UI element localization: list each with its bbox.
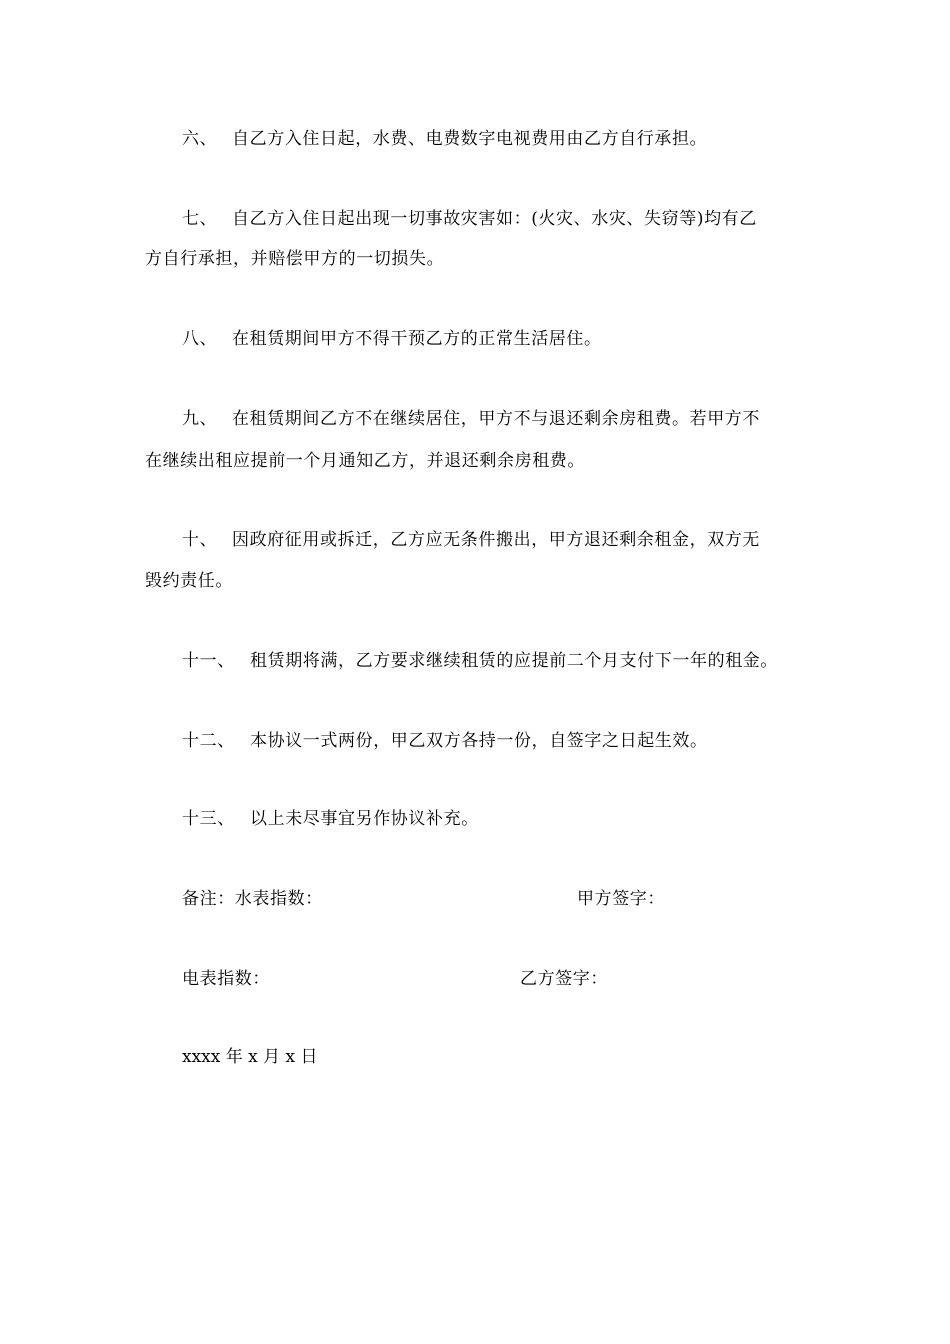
clause-text: 在租赁期间甲方不得干预乙方的正常生活居住。 [232, 329, 602, 349]
clause-text: 方自行承担，并赔偿甲方的一切损失。 [145, 249, 445, 269]
clause-7 [182, 208, 757, 230]
clause-number: 九、 [182, 409, 218, 429]
remark-water-meter: 备注：水表指数： [182, 889, 323, 909]
clause-7-continuation [145, 248, 444, 270]
clause-text: 因政府征用或拆迁，乙方应无条件搬出，甲方退还剩余租金，双方无 [232, 530, 760, 550]
clause-text: 在继续出租应提前一个月通知乙方，并退还剩余房租费。 [145, 451, 585, 471]
clause-text: 自乙方入住日起，水费、电费数字电视费用由乙方自行承担。 [232, 129, 708, 149]
clause-number: 七、 [182, 209, 218, 229]
clause-text: 在租赁期间乙方不在继续居住，甲方不与退还剩余房租费。若甲方不 [232, 409, 760, 429]
party-a-signature: 甲方签字： [577, 889, 665, 909]
clause-text: 租赁期将满，乙方要求继续租赁的应提前二个月支付下一年的租金。 [250, 651, 778, 671]
clause-10-continuation [145, 570, 233, 592]
clause-number: 十二、 [182, 731, 235, 751]
signing-date: xxxx 年 x 月 x 日 [182, 1047, 318, 1067]
clause-text: 毁约责任。 [145, 571, 233, 591]
clause-number: 十一、 [182, 651, 235, 671]
clause-10 [182, 529, 760, 551]
electric-meter-reading: 电表指数： [182, 969, 270, 989]
clause-text: 自乙方入住日起出现一切事故灾害如：(火灾、水灾、失窃等)均有乙 [232, 209, 757, 229]
clause-number: 十、 [182, 530, 218, 550]
clause-9-continuation [145, 450, 585, 472]
clause-text: 本协议一式两份，甲乙双方各持一份，自签字之日起生效。 [250, 731, 708, 751]
party-b-signature: 乙方签字： [520, 969, 608, 989]
clause-8 [182, 328, 602, 350]
clause-text: 以上未尽事宜另作协议补充。 [250, 809, 479, 829]
clause-11 [182, 650, 778, 672]
clause-13 [182, 808, 479, 830]
clause-12 [182, 730, 708, 752]
clause-number: 六、 [182, 129, 218, 149]
clause-number: 十三、 [182, 809, 235, 829]
clause-9 [182, 408, 760, 430]
clause-6 [182, 128, 707, 150]
clause-number: 八、 [182, 329, 218, 349]
